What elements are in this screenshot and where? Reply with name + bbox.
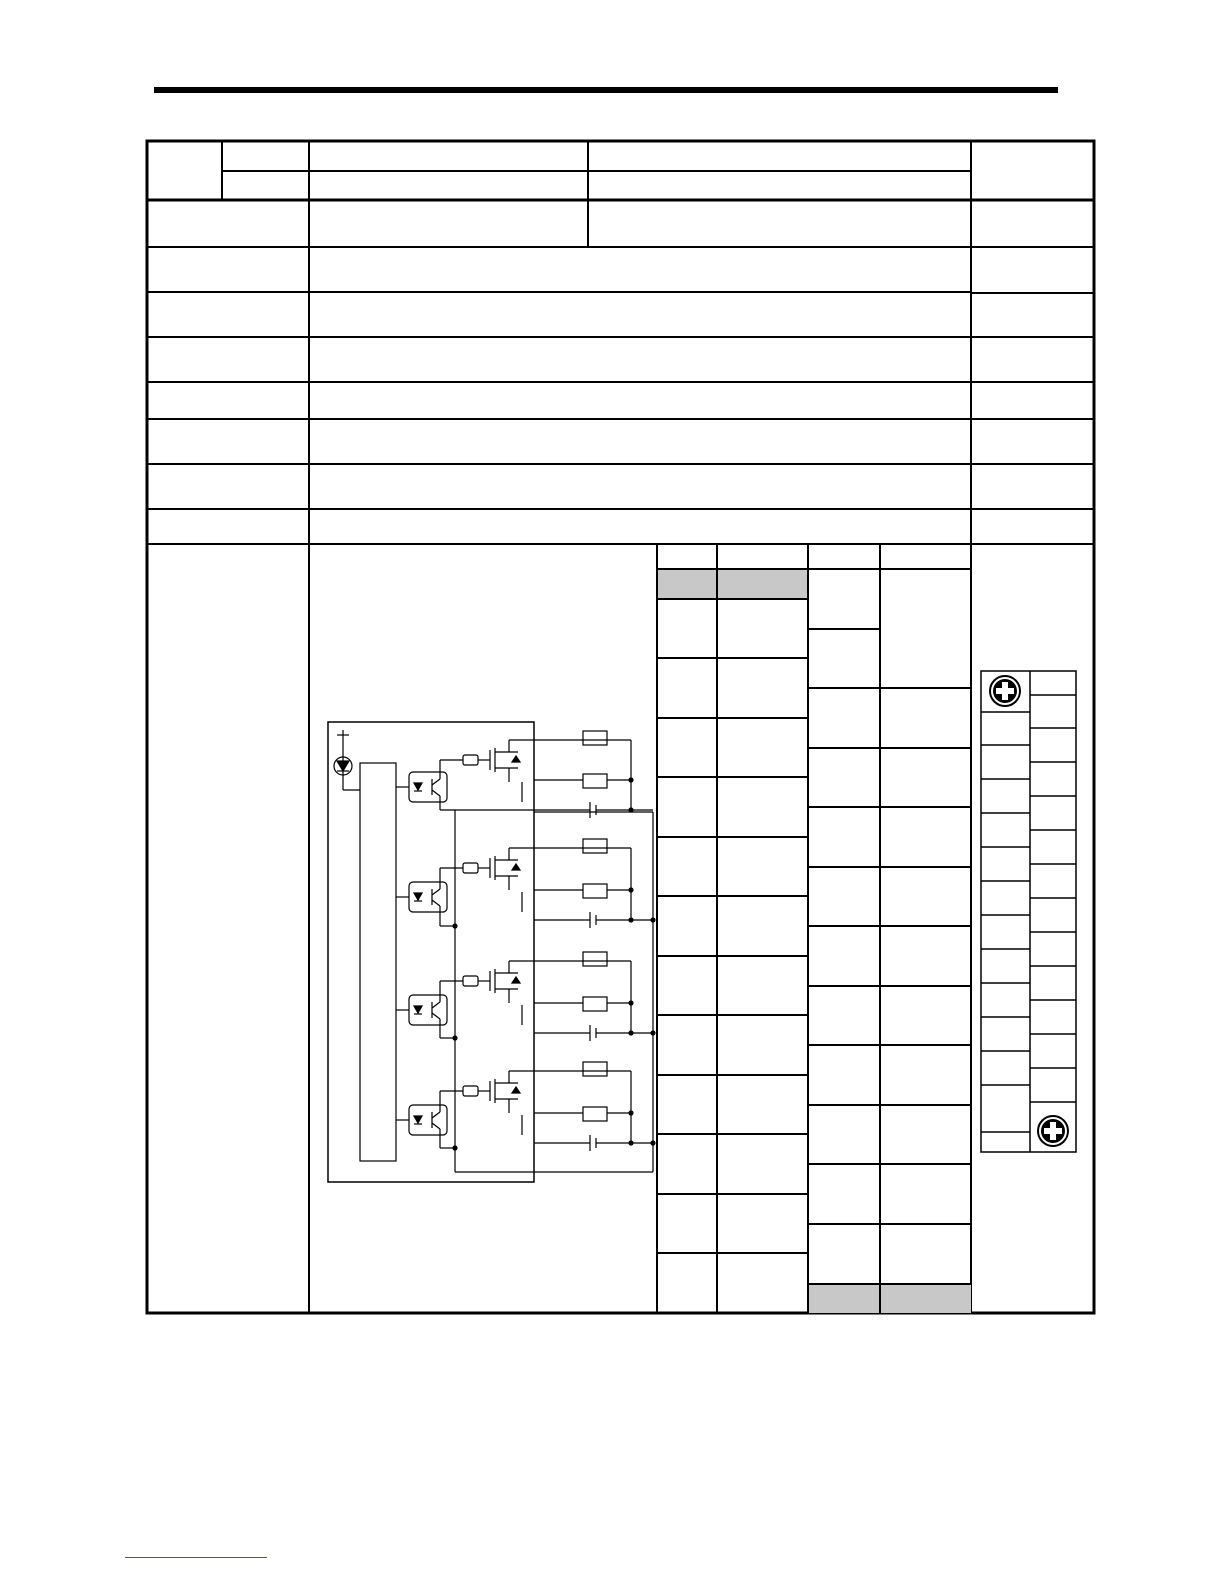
output-circuit-diagram (328, 722, 655, 1182)
footer-link-underline[interactable] (125, 1557, 267, 1558)
terminal-block (981, 671, 1076, 1152)
pin-table (657, 544, 971, 1313)
screw-icon (1038, 1116, 1068, 1146)
screw-icon (990, 676, 1020, 706)
